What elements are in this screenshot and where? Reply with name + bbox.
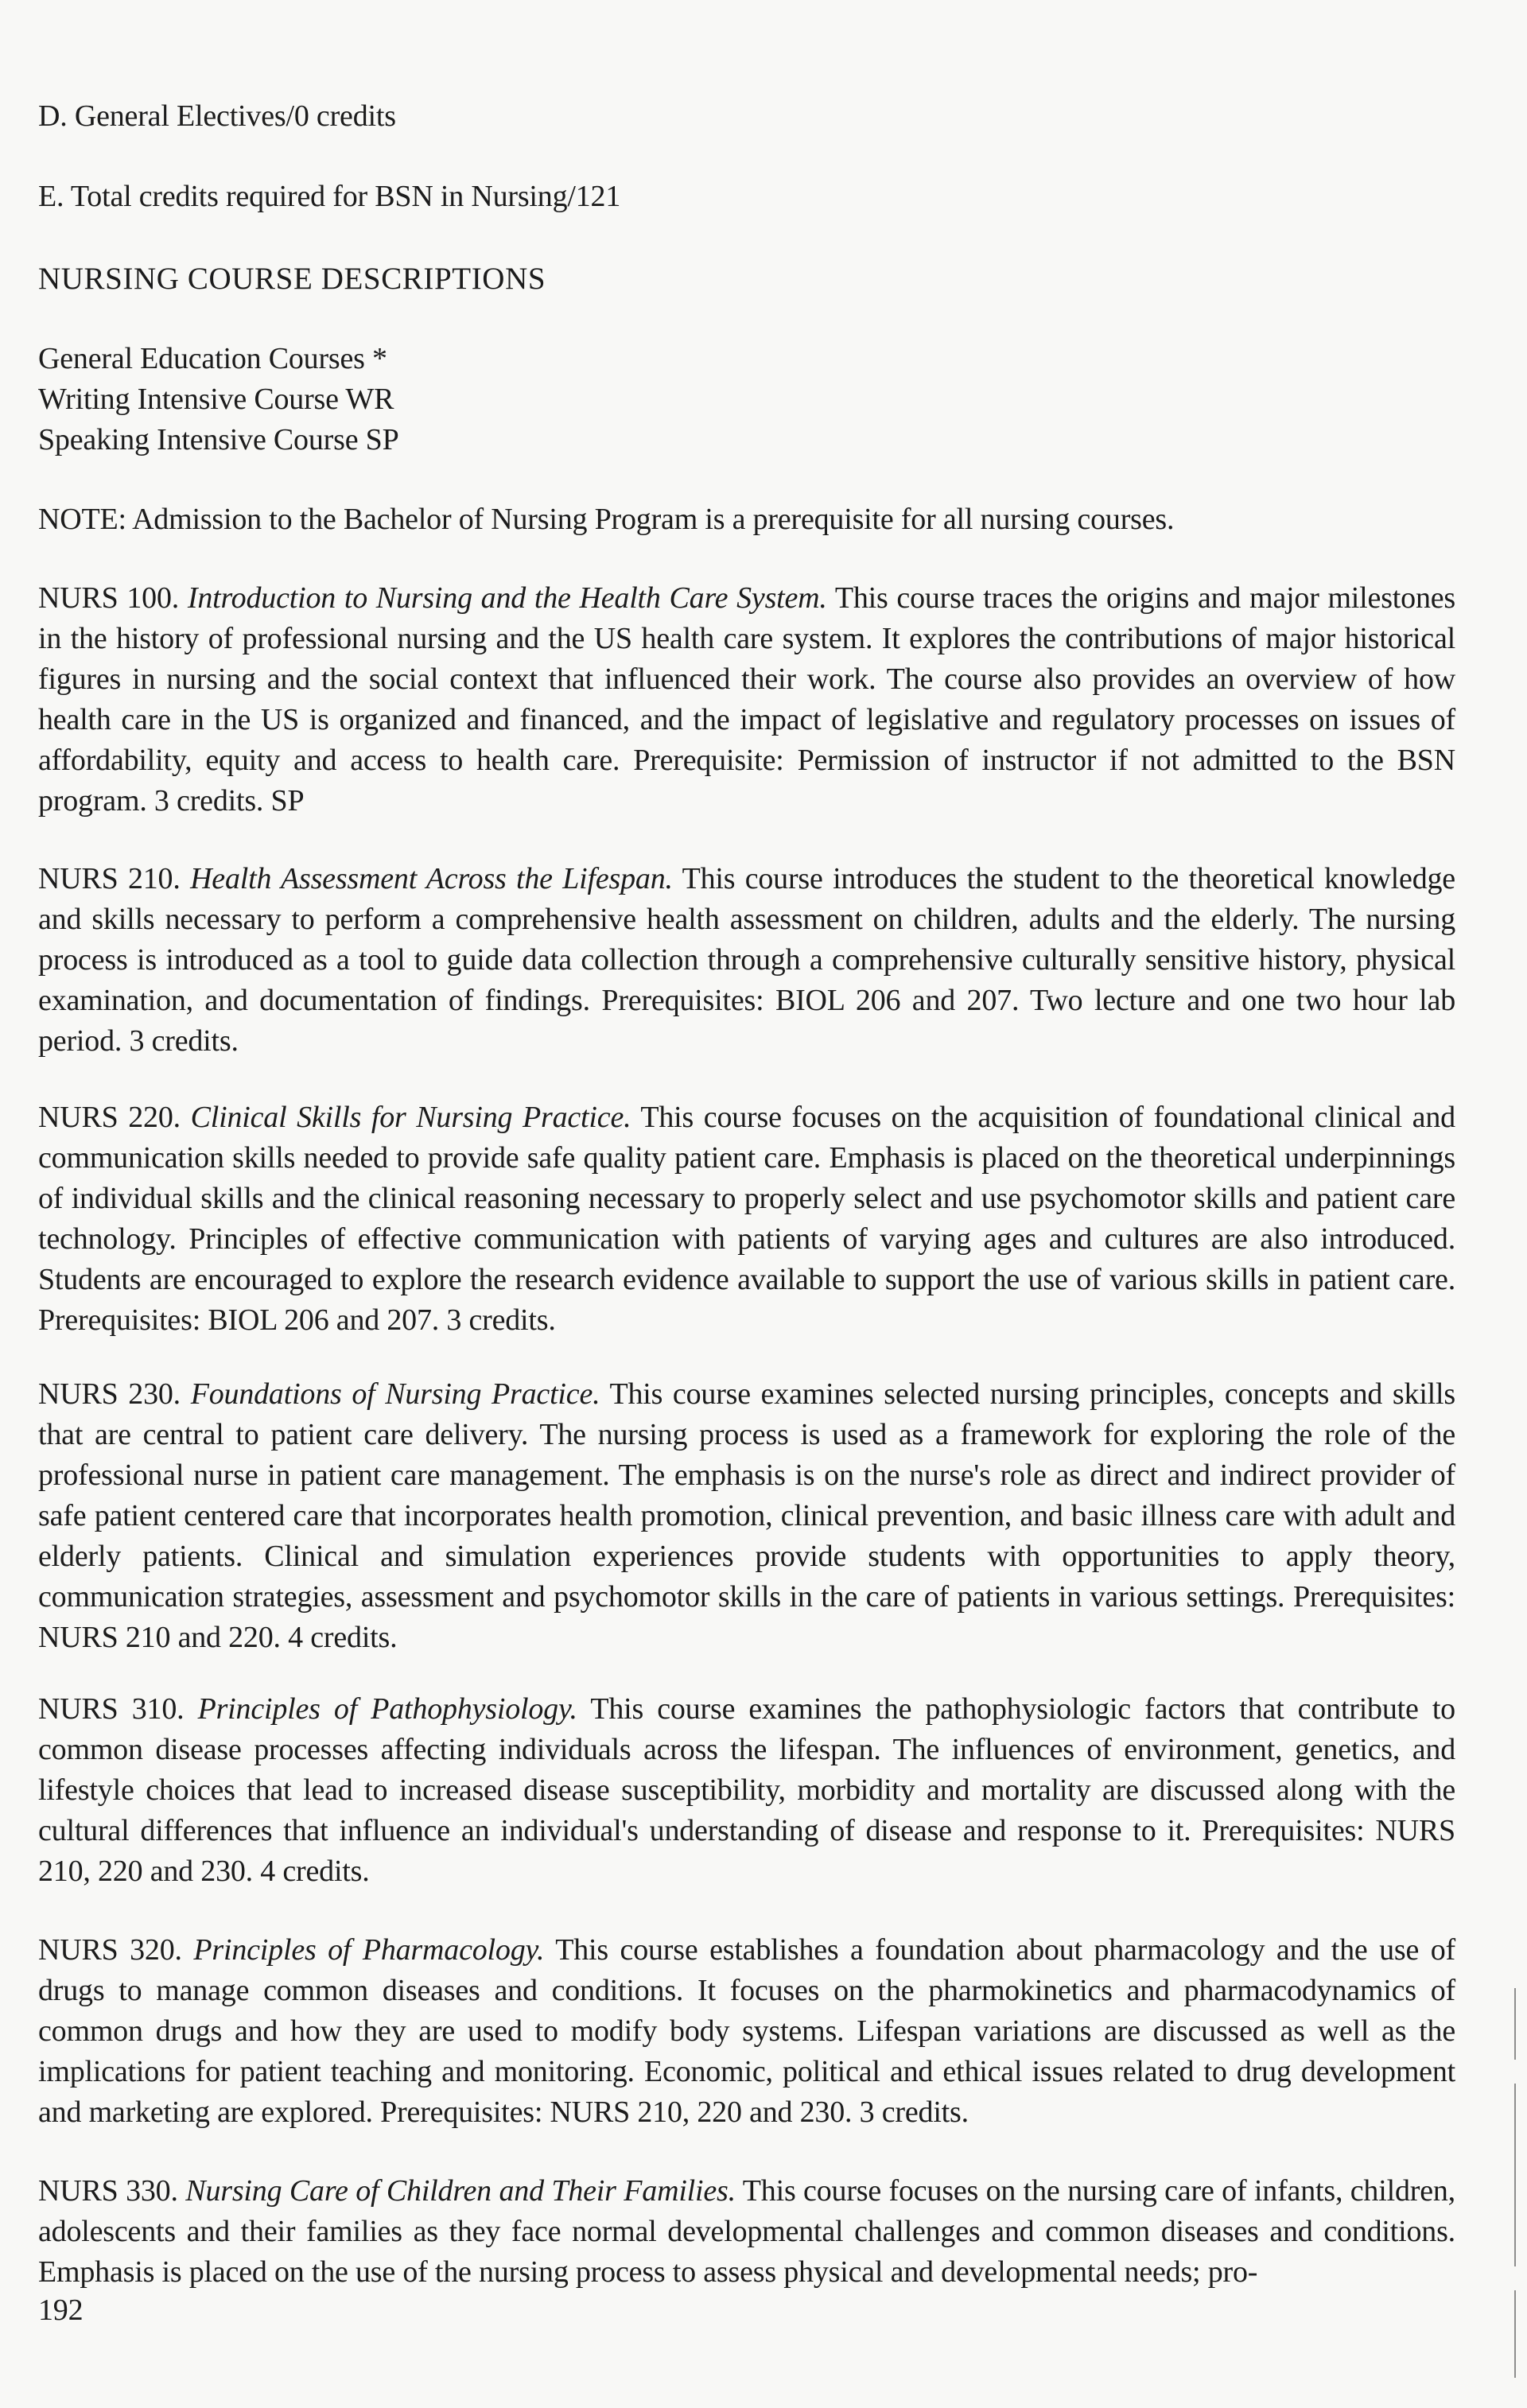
scan-edge-mark	[1514, 2084, 1516, 2266]
course-code: NURS 230.	[38, 1377, 181, 1411]
course-description: This course traces the origins and major milestones in the history of professional nursing and the US health care system. It explores the contributions of major historical figures in nursing and the social context that influenced their work. The course also provides an overview of how health care in the US is organized and financed, and the impact of legislative and regulatory processes on issues of affordability, equity and access to health care. Prerequisite: Permission of instructor if not admitted to the BSN program. 3 credits. SP	[38, 581, 1455, 818]
course-description: This course focuses on the nursing care of infants, children, adolescents and their families as they face normal developmental challenges and common diseases and conditions. Emphasis is placed on the use of the nursing process to assess physical and developmental needs; pro-	[38, 2174, 1455, 2289]
legend-speaking-intensive: Speaking Intensive Course SP	[38, 423, 399, 456]
course-title: Principles of Pharmacology.	[193, 1933, 545, 1967]
course-entry	[38, 1930, 1455, 2133]
course-description: This course focuses on the acquisition of foundational clinical and communication skills needed to provide safe quality patient care. Emphasis is placed on the theoretical underpinnings of individual skills and the clinical reasoning necessary to properly select and use psychomotor skills and patient care technology. Principles of effective communication with patients of varying ages and cultures are also introduced. Students are encouraged to explore the research evidence available to support the use of various skills in patient care. Prerequisites: BIOL 206 and 207. 3 credits.	[38, 1101, 1455, 1337]
course-description: This course introduces the student to the theoretical knowledge and skills necessary to perform a comprehensive health assessment on children, adults and the elderly. The nursing process is introduced as a tool to guide data collection through a comprehensive culturally sensitive history, physical examination, and documentation of findings. Prerequisites: BIOL 206 and 207. Two lecture and one two hour lab period. 3 credits.	[38, 862, 1455, 1058]
course-legend	[38, 339, 754, 460]
course-entry	[38, 1689, 1455, 1892]
course-title: Introduction to Nursing and the Health Care System.	[187, 581, 827, 615]
page-number: 192	[38, 2293, 84, 2327]
course-code: NURS 100.	[38, 581, 180, 615]
section-heading: NURSING COURSE DESCRIPTIONS	[38, 262, 546, 296]
course-title: Clinical Skills for Nursing Practice.	[190, 1101, 631, 1134]
course-entry	[38, 578, 1455, 821]
course-description: This course examines selected nursing principles, concepts and skills that are central to patient care delivery. The nursing process is used as a framework for exploring the role of the professional nurse in patient care management. The emphasis is on the nurse's role as direct and indirect provider of safe patient centered care that incorporates health promotion, clinical prevention, and basic illness care with adult and elderly patients. Clinical and simulation experiences provide students with opportunities to apply theory, communication strategies, assessment and psychomotor skills in the care of patients in various settings. Prerequisites: NURS 210 and 220. 4 credits.	[38, 1377, 1455, 1654]
course-entry	[38, 2171, 1455, 2293]
course-code: NURS 330.	[38, 2174, 178, 2208]
admission-note: NOTE: Admission to the Bachelor of Nursing Program is a prerequisite for all nursing courses.	[38, 503, 1175, 536]
course-title: Principles of Pathophysiology.	[197, 1692, 577, 1726]
course-entry	[38, 859, 1455, 1062]
course-description: This course examines the pathophysiologic factors that contribute to common disease processes affecting individuals across the lifespan. The influences of environment, genetics, and lifestyle choices that lead to increased disease susceptibility, morbidity and mortality are discussed along with the cultural differences that influence an individual's understanding of disease and response to it. Prerequisites: NURS 210, 220 and 230. 4 credits.	[38, 1692, 1455, 1888]
course-title: Foundations of Nursing Practice.	[190, 1377, 600, 1411]
general-electives-line: D. General Electives/0 credits	[38, 99, 396, 133]
course-code: NURS 320.	[38, 1933, 182, 1967]
scan-edge-mark	[1514, 2290, 1516, 2378]
legend-general-education: General Education Courses *	[38, 342, 387, 375]
scan-edge-mark	[1514, 1988, 1516, 2060]
course-entry	[38, 1097, 1455, 1341]
course-description: This course establishes a foundation about pharmacology and the use of drugs to manage common diseases and conditions. It focuses on the pharmokinetics and pharmacodynamics of common drugs and how they are used to modify body systems. Lifespan variations are discussed as well as the implications for patient teaching and monitoring. Economic, political and ethical issues related to drug development and marketing are explored. Prerequisites: NURS 210, 220 and 230. 3 credits.	[38, 1933, 1455, 2129]
course-title: Health Assessment Across the Lifespan.	[190, 862, 673, 895]
legend-writing-intensive: Writing Intensive Course WR	[38, 383, 394, 416]
course-code: NURS 220.	[38, 1101, 181, 1134]
course-code: NURS 210.	[38, 862, 181, 895]
course-code: NURS 310.	[38, 1692, 185, 1726]
course-entry	[38, 1374, 1455, 1658]
course-title: Nursing Care of Children and Their Families.	[185, 2174, 736, 2208]
total-credits-line: E. Total credits required for BSN in Nursing/121	[38, 180, 621, 213]
